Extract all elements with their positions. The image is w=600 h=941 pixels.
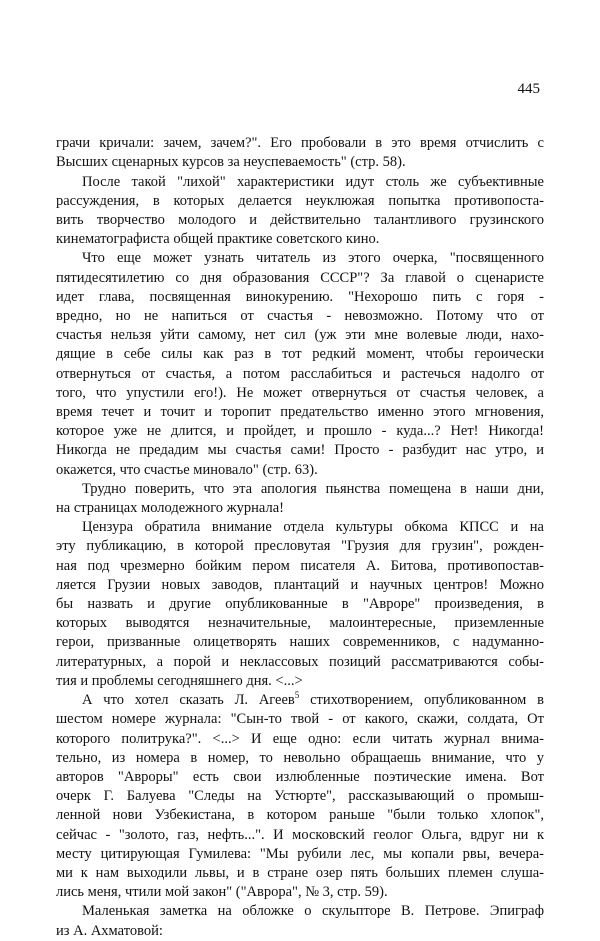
text-line bbox=[56, 691, 544, 710]
paragraph bbox=[56, 902, 544, 940]
text-line: тия и проблемы сегодняшнего дня. <...> bbox=[56, 672, 303, 689]
text-line: ляется Грузии новых заводов, плантаций и научных центров! Можно bbox=[56, 576, 544, 593]
text-line: кинематографиста общей практике советского кино. bbox=[56, 231, 380, 248]
text-line: дящие в себе силы как раз в тот редкий момент, чтобы героически bbox=[56, 346, 544, 363]
text-line: вить творчество молодого и действительно талантливого грузинского bbox=[56, 212, 544, 229]
page-number: 445 bbox=[517, 81, 540, 97]
text-line: идет глава, посвященная винокурению. "Нехорошо пить с горя - bbox=[56, 288, 544, 305]
text-line: окажется, что счастье миновало" (стр. 63). bbox=[56, 461, 318, 478]
text-line: ная под чрезмерно бойким пером писателя А. Битова, противопостав- bbox=[56, 557, 544, 574]
text-line: которых выводятся незначительные, малоинтересные, приземленные bbox=[56, 615, 544, 632]
text-line: которое уже не длится, и пройдет, и прошло - куда...? Нет! Никогда! bbox=[56, 423, 544, 440]
text-line: очерк Г. Балуева "Следы на Устюрте", рассказывающий о промыш- bbox=[56, 788, 544, 805]
text-line: После такой "лихой" характеристики идут столь же субъективные bbox=[82, 173, 544, 190]
text-line: рассуждения, в которых делается неуклюжая попытка противопоста- bbox=[56, 192, 544, 209]
paragraph bbox=[56, 134, 544, 172]
text-line: ленной нови Узбекистана, в котором раньше "были только хлопок", bbox=[56, 807, 544, 824]
text-line: шестом номере журнала: "Сын-то твой - от какого, скажи, солдата, От bbox=[56, 711, 544, 728]
text-line: бы назвать и другие опубликованные в "Авроре" произведения, в bbox=[56, 596, 544, 613]
text-line: Цензура обратила внимание отдела культуры обкома КПСС и на bbox=[82, 519, 544, 536]
text-line: на страницах молодежного журнала! bbox=[56, 500, 284, 517]
text-line: Никогда не предадим мы счастья сами! Просто - разбудит нас утро, и bbox=[56, 442, 544, 459]
text-line: сейчас - "золото, газ, нефть...". И московский геолог Ольга, вдруг ни к bbox=[56, 826, 544, 843]
text-fragment: А что хотел сказать Л. Агеев bbox=[82, 692, 295, 709]
text-line: лись меня, чтили мой закон" ("Аврора", № 3, стр. 59). bbox=[56, 884, 388, 901]
text-line: того, что упустили его!). Не может отвернуться от счастья человек, а bbox=[56, 384, 544, 401]
text-line: Маленькая заметка на обложке о скульпторе В. Петрове. Эпиграф bbox=[82, 903, 544, 920]
text-line: время течет и точит и торопит предательство именно этого мгновения, bbox=[56, 404, 544, 421]
text-line: литературных, а порой и неклассовых позиций рассматриваются собы- bbox=[56, 653, 544, 670]
text-line: Высших сценарных курсов за неуспеваемость" (стр. 58). bbox=[56, 154, 406, 171]
text-line: ми к нам выходили львы, и в стране озер пять больших племен слуша- bbox=[56, 864, 544, 881]
book-page bbox=[56, 80, 544, 941]
paragraph bbox=[56, 249, 544, 479]
text-line: которого политрука?". <...> И еще одно: если читать журнал внима- bbox=[56, 730, 544, 747]
text-line: герои, призванные олицетворять наших современников, с надуманно- bbox=[56, 634, 544, 651]
text-line: из А. Ахматовой: bbox=[56, 922, 163, 939]
text-line: пятидесятилетию со дня образования СССР"? За главой о сценаристе bbox=[56, 269, 544, 286]
text-line: тельно, из номера в номер, то невольно обращаешь внимание, что у bbox=[56, 749, 544, 766]
paragraph bbox=[56, 480, 544, 518]
text-line: Что еще может узнать читатель из этого очерка, "посвященного bbox=[82, 250, 544, 267]
paragraph bbox=[56, 518, 544, 691]
text-line: отвернуться от счастья, а потом расслабиться и растечься надолго от bbox=[56, 365, 544, 382]
text-line: счастья нельзя уйти самому, нет сил (уж эти мне волевые люди, нахо- bbox=[56, 327, 544, 344]
text-line: эту публикацию, в которой пресловутая "Грузия для грузин", рожден- bbox=[56, 538, 544, 555]
text-line: вредно, но не напиться от счастья - невозможно. Потому что от bbox=[56, 308, 544, 325]
paragraph bbox=[56, 691, 544, 902]
text-line: месту цитирующая Гумилева: "Мы рубили лес, мы копали рвы, вечера- bbox=[56, 845, 544, 862]
footnote-marker: 5 bbox=[294, 690, 300, 701]
text-line: грачи кричали: зачем, зачем?". Его пробовали в это время отчислить с bbox=[56, 135, 544, 152]
paragraph bbox=[56, 173, 544, 250]
text-line: Трудно поверить, что эта апология пьянства помещена в наши дни, bbox=[82, 480, 544, 497]
text-line: авторов "Авроры" есть свои излюбленные поэтические имена. Вот bbox=[56, 768, 544, 785]
text-fragment: стихотворением, опубликованном в bbox=[299, 692, 544, 709]
